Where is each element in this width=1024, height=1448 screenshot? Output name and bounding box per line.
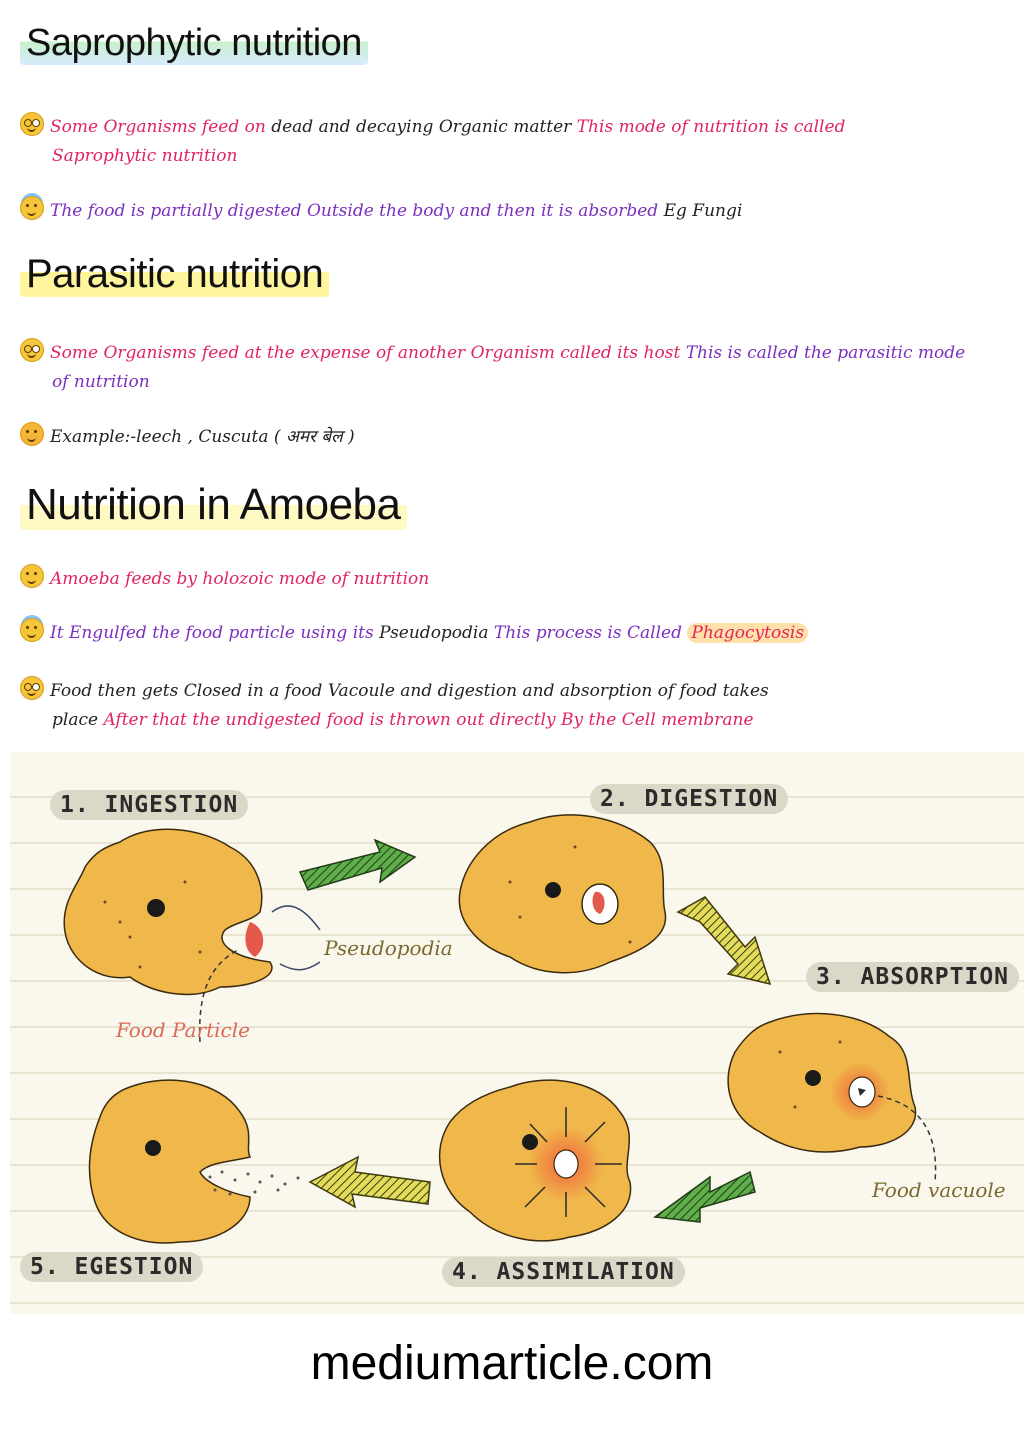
arrow-to-assimilation bbox=[655, 1172, 755, 1222]
saprophytic-note-1: Some Organisms feed on dead and decaying Organic matter This mode of nutrition is called Saprophytic nutrition bbox=[20, 112, 1000, 171]
amoeba-ingestion bbox=[64, 829, 320, 1042]
amoeba-nutrition-diagram bbox=[10, 752, 1024, 1314]
heading-saprophytic: Saprophytic nutrition bbox=[20, 22, 368, 65]
callout-food-vacuole: Food vacuole bbox=[872, 1178, 1006, 1202]
nerd-face-icon bbox=[20, 338, 44, 362]
stage-label-absorption: 3. ABSORPTION bbox=[806, 962, 1019, 992]
stage-label-assimilation: 4. ASSIMILATION bbox=[442, 1257, 685, 1287]
amoeba-note-1: Amoeba feeds by holozoic mode of nutrition bbox=[20, 564, 1000, 594]
arrow-to-digestion bbox=[300, 840, 415, 890]
nerd-face-icon bbox=[20, 676, 44, 700]
arrow-to-absorption bbox=[678, 897, 770, 984]
parasitic-note-1: Some Organisms feed at the expense of another Organism called its host This is called the parasitic mode of nutrition bbox=[20, 338, 1000, 397]
stage-label-ingestion: 1. INGESTION bbox=[50, 790, 248, 820]
smiling-halo-icon bbox=[20, 618, 44, 642]
stage-label-egestion: 5. EGESTION bbox=[20, 1252, 203, 1282]
footer-site-name: mediumarticle.com bbox=[310, 1337, 714, 1390]
callout-pseudopodia: Pseudopodia bbox=[324, 936, 453, 960]
smiling-halo-icon bbox=[20, 196, 44, 220]
arrow-to-egestion bbox=[310, 1157, 430, 1207]
stage-label-digestion: 2. DIGESTION bbox=[590, 784, 788, 814]
amoeba-note-3: Food then gets Closed in a food Vacoule and digestion and absorption of food takes place After that the undigested food is thrown out directly By the Cell membrane bbox=[20, 676, 1000, 735]
saprophytic-note-2: The food is partially digested Outside the body and then it is absorbed Eg Fungi bbox=[20, 196, 1000, 226]
amoeba-absorption bbox=[728, 1014, 935, 1182]
amoeba-egestion bbox=[90, 1080, 300, 1243]
parasitic-note-2: Example:-leech , Cuscuta ( अमर बेल ) bbox=[20, 422, 1000, 452]
heading-parasitic: Parasitic nutrition bbox=[20, 252, 329, 297]
amoeba-assimilation bbox=[440, 1080, 631, 1241]
amoeba-digestion bbox=[459, 815, 665, 973]
flushed-face-icon bbox=[20, 422, 44, 446]
grinning-face-icon bbox=[20, 564, 44, 588]
amoeba-note-2: It Engulfed the food particle using its Pseudopodia This process is Called Phagocytosis bbox=[20, 618, 1000, 648]
nerd-face-icon bbox=[20, 112, 44, 136]
heading-amoeba: Nutrition in Amoeba bbox=[20, 480, 407, 530]
callout-food-particle: Food Particle bbox=[116, 1018, 250, 1042]
